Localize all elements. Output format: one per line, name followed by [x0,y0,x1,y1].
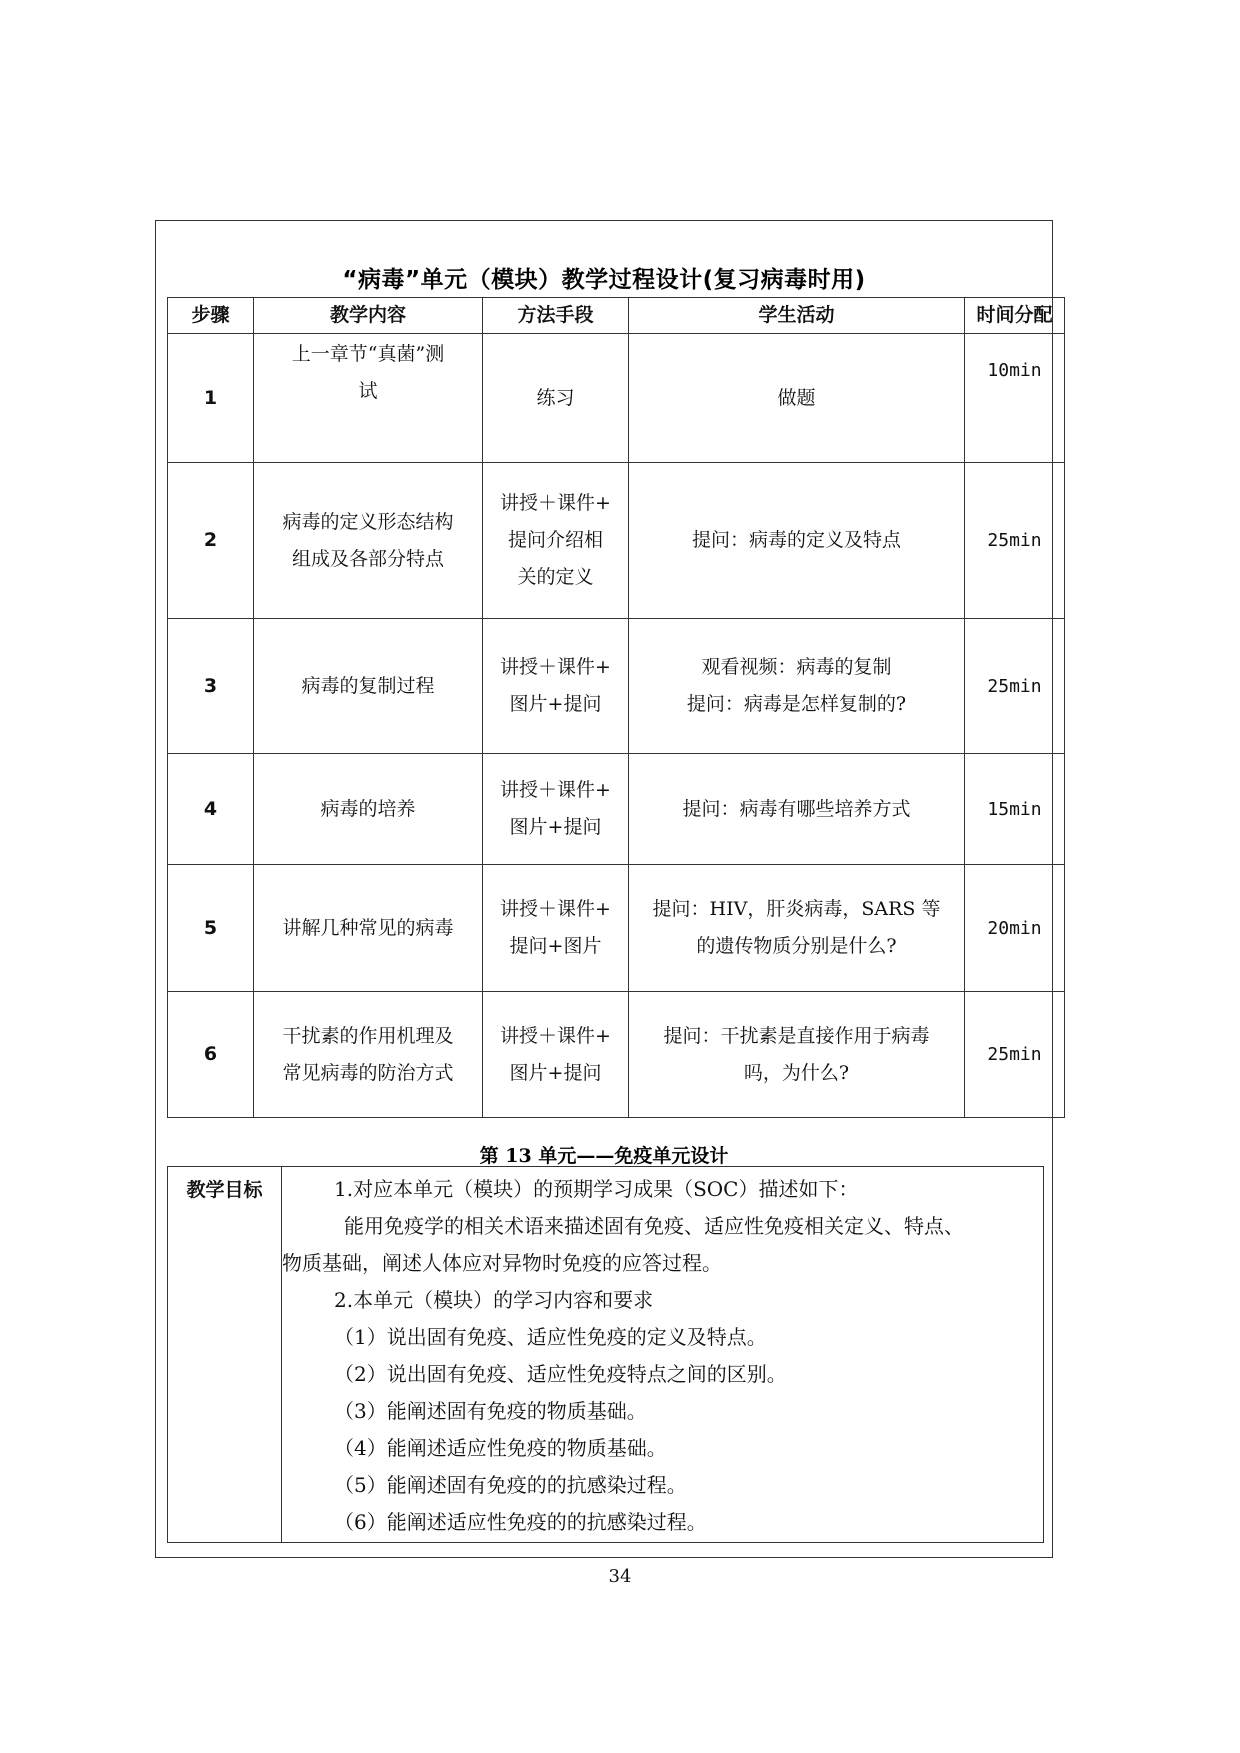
content-line: 干扰素的作用机理及 [282,1024,454,1047]
content-line: 组成及各部分特点 [291,547,444,570]
table-row [168,992,1065,1118]
time-cell: 10min [965,334,1065,463]
activity-line: 提问：HIV，肝炎病毒，SARS 等 [652,898,941,920]
goal-item: （5）能阐述固有免疫的的抗感染过程。 [334,1473,687,1497]
goals-label: 教学目标 [168,1167,282,1542]
teaching-process-table [167,297,1065,1118]
table-row [168,754,1065,865]
goals-body [282,1171,1037,1541]
activity-cell [629,992,965,1118]
method-line: 图片+提问 [509,1061,602,1084]
content-cell [254,463,483,619]
content-line: 病毒的定义形态结构 [282,510,454,533]
goal-item: （1）说出固有免疫、适应性免疫的定义及特点。 [334,1325,767,1349]
method-line: 关的定义 [517,566,594,588]
time-cell: 25min [965,463,1065,619]
step-cell: 2 [168,463,254,619]
method-line: 图片+提问 [509,816,602,838]
header-content: 教学内容 [254,298,483,334]
time-cell: 20min [965,865,1065,992]
method-line: 提问+图片 [509,935,602,957]
method-cell [483,619,629,754]
table-row [168,463,1065,619]
activity-cell [629,619,965,754]
method-line: 提问介绍相 [507,529,603,551]
table-row [168,865,1065,992]
method-line: 练习 [536,386,575,409]
header-method: 方法手段 [483,298,629,334]
method-cell [483,334,629,463]
goal-item: （6）能阐述适应性免疫的的抗感染过程。 [334,1510,707,1534]
content-cell [254,619,483,754]
goal-item: （3）能阐述固有免疫的物质基础。 [334,1399,647,1423]
content-cell [254,754,483,865]
time-cell: 25min [965,992,1065,1118]
activity-line: 的遗传物质分别是什么? [696,935,897,957]
method-cell [483,754,629,865]
method-line: 讲授＋课件+ [500,779,611,801]
page-number: 34 [608,1566,632,1587]
method-line: 讲授＋课件+ [500,492,611,514]
method-cell [483,865,629,992]
unit-title: 第 13 单元——免疫单元设计 [479,1145,729,1167]
page-frame [155,220,1053,1558]
method-line: 讲授＋课件+ [500,656,611,678]
step-cell: 3 [168,619,254,754]
teaching-goals-box [167,1166,1044,1543]
goal-paragraph: 1.对应本单元（模块）的预期学习成果（SOC）描述如下： [334,1177,859,1201]
header-step: 步骤 [168,298,254,334]
activity-line: 吗，为什么? [743,1061,850,1084]
time-cell: 15min [965,754,1065,865]
goal-paragraph: 能用免疫学的相关术语来描述固有免疫、适应性免疫相关定义、特点、 [344,1214,964,1238]
activity-cell [629,463,965,619]
content-line: 上一章节“真菌”测 [291,343,445,365]
method-cell [483,992,629,1118]
content-cell [254,992,483,1118]
step-cell: 5 [168,865,254,992]
method-cell [483,463,629,619]
activity-cell [629,754,965,865]
time-cell: 25min [965,619,1065,754]
content-line: 讲解几种常见的病毒 [282,916,454,939]
activity-line: 提问：病毒有哪些培养方式 [682,797,911,820]
step-cell: 4 [168,754,254,865]
content-cell [254,334,483,463]
header-activity: 学生活动 [629,298,965,334]
table-row [168,334,1065,463]
content-line: 病毒的复制过程 [301,674,435,697]
table-header-row [168,298,1065,334]
method-line: 讲授＋课件+ [500,1024,611,1047]
activity-cell [629,334,965,463]
activity-line: 提问：干扰素是直接作用于病毒 [663,1024,930,1047]
activity-line: 提问：病毒的定义及特点 [691,529,901,551]
content-line: 试 [358,380,378,402]
goal-item: （2）说出固有免疫、适应性免疫特点之间的区别。 [334,1362,787,1386]
activity-line: 提问：病毒是怎样复制的? [686,693,907,715]
content-line: 病毒的培养 [320,797,416,820]
activity-cell [629,865,965,992]
content-line: 常见病毒的防治方式 [282,1061,454,1084]
activity-line: 观看视频：病毒的复制 [701,656,892,678]
section-title: “病毒”单元（模块）教学过程设计(复习病毒时用) [342,267,866,293]
table-row [168,619,1065,754]
content-cell [254,865,483,992]
method-line: 图片+提问 [509,693,602,715]
goal-item: （4）能阐述适应性免疫的物质基础。 [334,1436,667,1460]
step-cell: 1 [168,334,254,463]
method-line: 讲授＋课件+ [500,898,611,920]
goal-paragraph: 物质基础，阐述人体应对异物时免疫的应答过程。 [282,1251,722,1275]
goal-paragraph: 2.本单元（模块）的学习内容和要求 [334,1288,654,1312]
activity-line: 做题 [777,386,816,409]
step-cell: 6 [168,992,254,1118]
header-time: 时间分配 [965,298,1065,334]
